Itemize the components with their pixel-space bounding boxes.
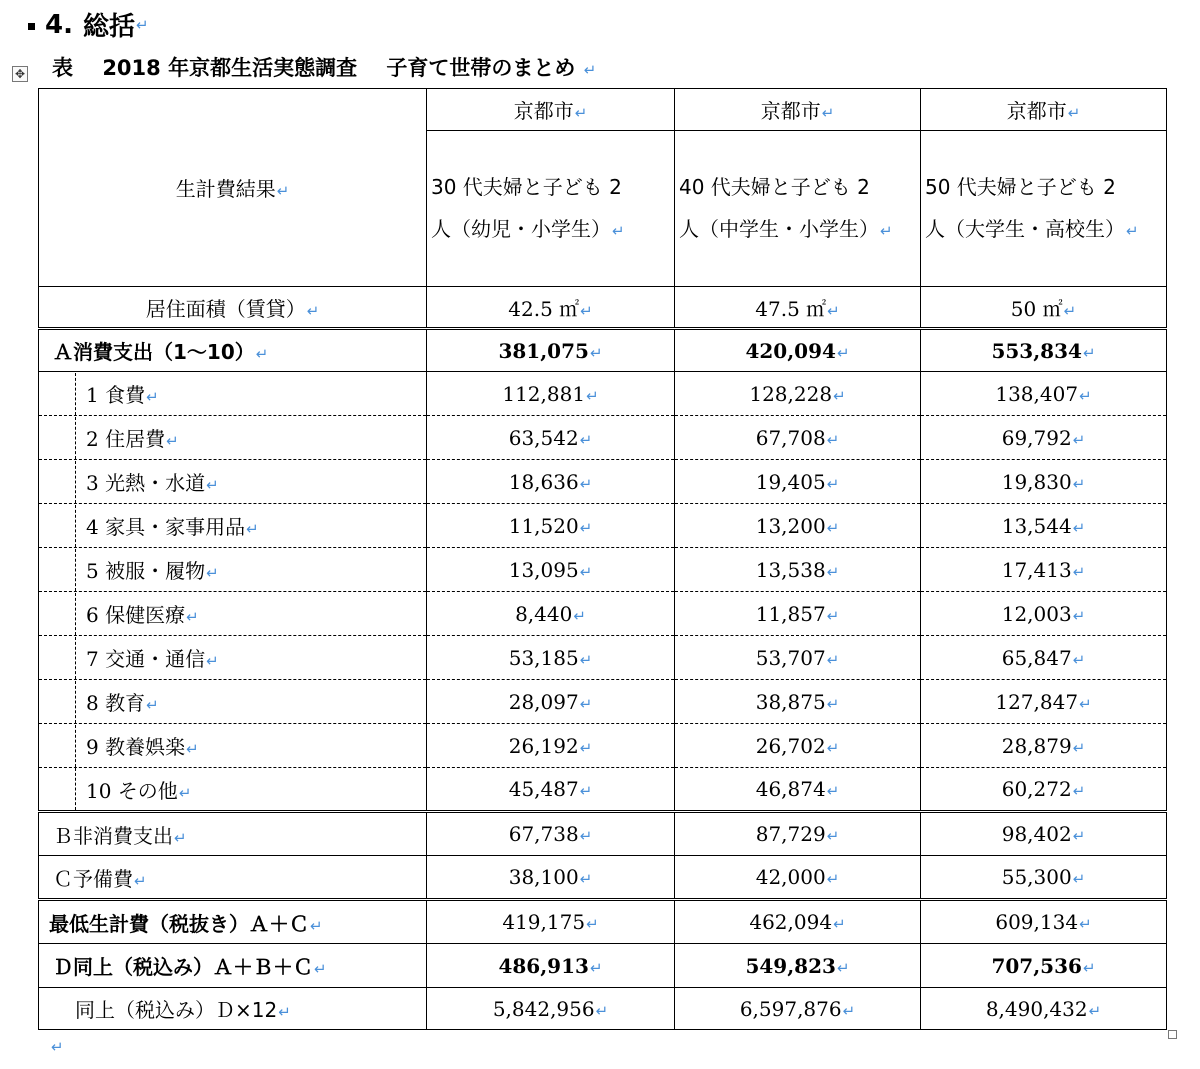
value-cell: 707,536 ↵ — [921, 944, 1167, 988]
paragraph-mark-icon — [827, 782, 840, 800]
item-label: 7 交通・通信 ↵ — [39, 636, 427, 680]
annual-row — [39, 988, 1167, 1030]
value-cell: 553,834 ↵ — [921, 329, 1167, 372]
value-cell: 42.5 ㎡ ↵ — [427, 287, 675, 329]
value-cell: 13,095 ↵ — [427, 548, 675, 592]
paragraph-mark-icon — [827, 870, 840, 888]
paragraph-mark-icon — [573, 607, 586, 625]
item-label: 10 その他 ↵ — [39, 768, 427, 812]
value-cell: 26,702 ↵ — [675, 724, 921, 768]
item-label: 5 被服・履物 ↵ — [39, 548, 427, 592]
value-cell: 67,738 ↵ — [427, 812, 675, 856]
paragraph-mark-icon — [1073, 563, 1086, 581]
paragraph-mark-icon — [1073, 519, 1086, 537]
value-cell: 128,228 ↵ — [675, 372, 921, 416]
value-cell: 38,100 ↵ — [427, 856, 675, 900]
value-cell: 11,520 ↵ — [427, 504, 675, 548]
section-heading — [28, 6, 149, 43]
row-label: 居住面積（賃貸） ↵ — [39, 287, 427, 329]
paragraph-mark-icon — [580, 431, 593, 449]
value-cell: 98,402 ↵ — [921, 812, 1167, 856]
value-cell: 6,597,876 ↵ — [675, 988, 921, 1030]
item-row — [39, 636, 1167, 680]
value-cell: 381,075 ↵ — [427, 329, 675, 372]
paragraph-mark-icon — [580, 739, 593, 757]
paragraph-mark-icon — [827, 827, 840, 845]
paragraph-mark-icon — [822, 104, 835, 122]
column-description: 40 代夫婦と子ども 2 人（中学生・小学生） ↵ — [675, 131, 921, 287]
paragraph-mark-icon — [580, 782, 593, 800]
value-cell: 138,407 ↵ — [921, 372, 1167, 416]
paragraph-mark-icon — [580, 870, 593, 888]
value-cell: 18,636 ↵ — [427, 460, 675, 504]
paragraph-mark-icon — [1089, 1002, 1102, 1020]
area-row — [39, 287, 1167, 329]
value-cell: 53,707 ↵ — [675, 636, 921, 680]
item-row — [39, 724, 1167, 768]
item-row — [39, 680, 1167, 724]
value-cell: 419,175 ↵ — [427, 900, 675, 944]
paragraph-mark-icon — [1073, 475, 1086, 493]
paragraph-mark-icon — [827, 475, 840, 493]
paragraph-mark-icon — [310, 917, 323, 935]
value-cell: 38,875 ↵ — [675, 680, 921, 724]
paragraph-mark-icon — [1073, 782, 1086, 800]
table-resize-handle[interactable] — [1168, 1030, 1177, 1039]
item-row — [39, 416, 1167, 460]
paragraph-mark-icon — [837, 344, 850, 362]
column-city: 京都市 ↵ — [427, 89, 675, 131]
paragraph-mark-icon — [612, 222, 625, 240]
paragraph-mark-icon — [179, 784, 192, 802]
paragraph-mark-icon — [580, 302, 593, 320]
paragraph-mark-icon — [206, 564, 219, 582]
paragraph-mark-icon — [827, 563, 840, 581]
item-label: 1 食費 ↵ — [39, 372, 427, 416]
non-consumption-row — [39, 812, 1167, 856]
value-cell: 87,729 ↵ — [675, 812, 921, 856]
item-label: 9 教養娯楽 ↵ — [39, 724, 427, 768]
paragraph-mark-icon — [174, 829, 187, 847]
value-cell: 65,847 ↵ — [921, 636, 1167, 680]
value-cell: 69,792 ↵ — [921, 416, 1167, 460]
paragraph-mark-icon — [186, 608, 199, 626]
column-description: 30 代夫婦と子ども 2 人（幼児・小学生） ↵ — [427, 131, 675, 287]
section-title: 総括 — [82, 12, 135, 42]
value-cell: 462,094 ↵ — [675, 900, 921, 944]
cost-of-living-table — [38, 88, 1167, 1030]
value-cell: 63,542 ↵ — [427, 416, 675, 460]
item-row — [39, 372, 1167, 416]
paragraph-mark-icon — [580, 651, 593, 669]
paragraph-mark-icon — [278, 1003, 291, 1021]
paragraph-mark-icon — [1068, 104, 1081, 122]
paragraph-mark-icon — [136, 16, 149, 34]
paragraph-mark-icon — [1073, 870, 1086, 888]
row-label: Ｂ非消費支出 ↵ — [39, 812, 427, 856]
value-cell: 5,842,956 ↵ — [427, 988, 675, 1030]
paragraph-mark-icon — [580, 827, 593, 845]
section-number: 4. — [45, 9, 73, 40]
paragraph-mark-icon — [827, 739, 840, 757]
value-cell: 13,538 ↵ — [675, 548, 921, 592]
value-cell: 12,003 ↵ — [921, 592, 1167, 636]
paragraph-mark-icon — [827, 431, 840, 449]
paragraph-mark-icon — [1079, 915, 1092, 933]
paragraph-mark-icon — [837, 959, 850, 977]
paragraph-mark-icon — [246, 520, 259, 538]
value-cell: 46,874 ↵ — [675, 768, 921, 812]
value-cell: 28,097 ↵ — [427, 680, 675, 724]
column-city: 京都市 ↵ — [921, 89, 1167, 131]
paragraph-mark-icon — [596, 1002, 609, 1020]
tax-included-row — [39, 944, 1167, 988]
item-row — [39, 460, 1167, 504]
paragraph-mark-icon — [1073, 651, 1086, 669]
value-cell: 26,192 ↵ — [427, 724, 675, 768]
value-cell: 13,544 ↵ — [921, 504, 1167, 548]
caption-title: 2018 年京都生活実態調査 — [102, 56, 358, 80]
paragraph-mark-icon — [584, 61, 597, 79]
row-label: 最低生計費（税抜き）Ａ＋Ｃ ↵ — [39, 900, 427, 944]
paragraph-mark-icon — [307, 302, 320, 320]
item-row — [39, 548, 1167, 592]
paragraph-mark-icon — [1073, 607, 1086, 625]
paragraph-mark-icon — [1083, 344, 1096, 362]
paragraph-mark-icon — [827, 519, 840, 537]
value-cell: 60,272 ↵ — [921, 768, 1167, 812]
row-label: Ｃ予備費 ↵ — [39, 856, 427, 900]
caption-subtitle: 子育て世帯のまとめ — [386, 56, 576, 80]
paragraph-mark-icon — [206, 476, 219, 494]
item-label: 3 光熱・水道 ↵ — [39, 460, 427, 504]
column-city: 京都市 ↵ — [675, 89, 921, 131]
paragraph-mark-icon — [1073, 827, 1086, 845]
item-label: 2 住居費 ↵ — [39, 416, 427, 460]
value-cell: 8,440 ↵ — [427, 592, 675, 636]
caption-label: 表 — [52, 56, 73, 80]
paragraph-mark-icon — [575, 104, 588, 122]
paragraph-mark-icon — [827, 302, 840, 320]
paragraph-mark-icon — [827, 607, 840, 625]
bullet-icon — [28, 23, 35, 30]
value-cell: 50 ㎡ ↵ — [921, 287, 1167, 329]
table-caption — [52, 52, 596, 82]
paragraph-mark-icon — [580, 475, 593, 493]
paragraph-mark-icon — [186, 740, 199, 758]
paragraph-mark-icon — [256, 345, 269, 363]
row-label: Ｄ同上（税込み）Ａ＋Ｂ＋Ｃ ↵ — [39, 944, 427, 988]
header-city-row — [39, 89, 1167, 131]
paragraph-mark-icon — [586, 387, 599, 405]
paragraph-mark-icon — [827, 695, 840, 713]
paragraph-mark-icon — [277, 182, 290, 200]
item-label: 6 保健医療 ↵ — [39, 592, 427, 636]
value-cell: 17,413 ↵ — [921, 548, 1167, 592]
paragraph-mark-icon — [314, 960, 327, 978]
value-cell: 420,094 ↵ — [675, 329, 921, 372]
paragraph-mark-icon — [206, 652, 219, 670]
value-cell: 486,913 ↵ — [427, 944, 675, 988]
value-cell: 11,857 ↵ — [675, 592, 921, 636]
value-cell: 19,405 ↵ — [675, 460, 921, 504]
paragraph-mark-icon — [1079, 387, 1092, 405]
value-cell: 28,879 ↵ — [921, 724, 1167, 768]
paragraph-mark-icon — [166, 432, 179, 450]
paragraph-mark-icon — [1073, 739, 1086, 757]
corner-cell — [39, 89, 427, 287]
paragraph-mark-icon — [833, 387, 846, 405]
value-cell: 19,830 ↵ — [921, 460, 1167, 504]
paragraph-mark-icon — [1083, 959, 1096, 977]
value-cell: 609,134 ↵ — [921, 900, 1167, 944]
column-description: 50 代夫婦と子ども 2 人（大学生・高校生） ↵ — [921, 131, 1167, 287]
paragraph-mark-icon — [880, 222, 893, 240]
item-row — [39, 592, 1167, 636]
paragraph-mark-icon — [580, 519, 593, 537]
paragraph-mark-icon — [590, 344, 603, 362]
value-cell: 127,847 ↵ — [921, 680, 1167, 724]
paragraph-mark-icon — [146, 388, 159, 406]
consumption-total-row — [39, 329, 1167, 372]
value-cell: 45,487 ↵ — [427, 768, 675, 812]
minimum-cost-row — [39, 900, 1167, 944]
paragraph-mark-icon — [580, 563, 593, 581]
value-cell: 67,708 ↵ — [675, 416, 921, 460]
row-label: Ａ消費支出（1～10） ↵ — [39, 329, 427, 372]
value-cell: 112,881 ↵ — [427, 372, 675, 416]
paragraph-mark-icon — [827, 651, 840, 669]
item-label: 8 教育 ↵ — [39, 680, 427, 724]
row-label: 同上（税込み）Ｄ×12 ↵ — [39, 988, 427, 1030]
value-cell: 42,000 ↵ — [675, 856, 921, 900]
reserve-row — [39, 856, 1167, 900]
item-row — [39, 504, 1167, 548]
paragraph-mark-icon — [1126, 222, 1139, 240]
paragraph-mark-icon — [580, 695, 593, 713]
paragraph-mark-icon — [134, 872, 147, 890]
value-cell: 53,185 ↵ — [427, 636, 675, 680]
paragraph-mark-icon — [586, 915, 599, 933]
value-cell: 55,300 ↵ — [921, 856, 1167, 900]
corner-label: 生計費結果 — [175, 177, 276, 201]
paragraph-mark-icon — [146, 696, 159, 714]
paragraph-mark-icon — [843, 1002, 856, 1020]
paragraph-mark-icon — [833, 915, 846, 933]
value-cell: 47.5 ㎡ ↵ — [675, 287, 921, 329]
value-cell: 8,490,432 ↵ — [921, 988, 1167, 1030]
paragraph-mark-icon — [51, 1038, 64, 1056]
item-row — [39, 768, 1167, 812]
paragraph-mark-icon — [1079, 695, 1092, 713]
value-cell: 549,823 ↵ — [675, 944, 921, 988]
item-label: 4 家具・家事用品 ↵ — [39, 504, 427, 548]
paragraph-mark-icon — [1064, 302, 1077, 320]
paragraph-mark-icon — [590, 959, 603, 977]
value-cell: 13,200 ↵ — [675, 504, 921, 548]
table-move-handle-icon[interactable]: ✥ — [12, 66, 28, 82]
paragraph-mark-icon — [1073, 431, 1086, 449]
